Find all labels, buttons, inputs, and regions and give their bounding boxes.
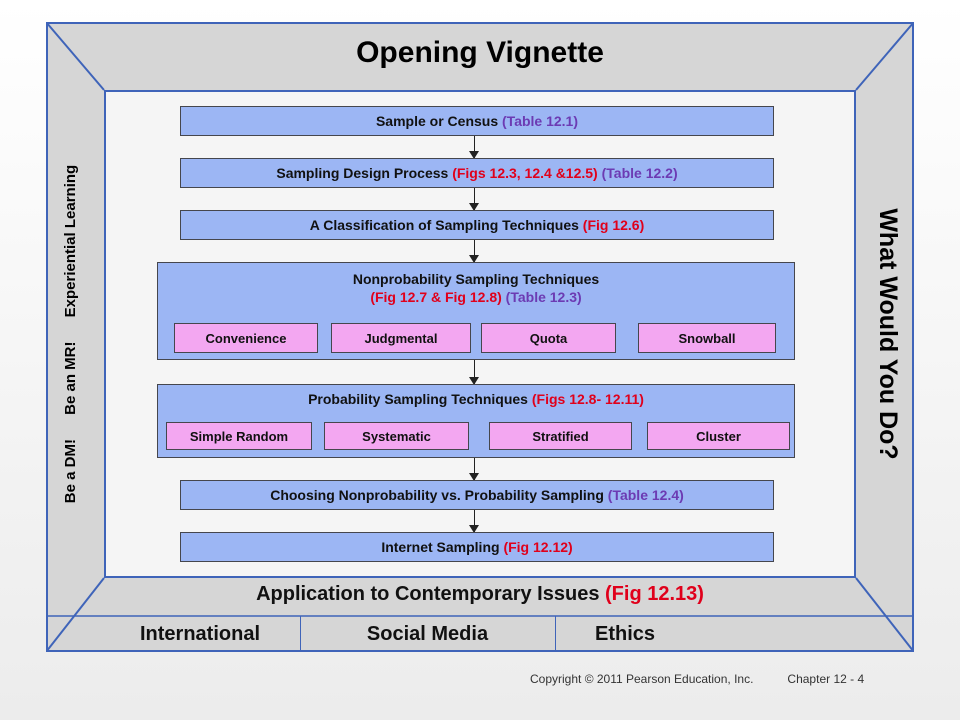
footer-copyright: Copyright © 2011 Pearson Education, Inc. bbox=[530, 672, 754, 686]
classification-ref: (Fig 12.6) bbox=[582, 217, 645, 233]
sample-or-census-box bbox=[180, 106, 774, 136]
arrow-2 bbox=[474, 188, 475, 210]
application-text: Application to Contemporary Issues bbox=[256, 583, 606, 605]
sample-or-census-ref: (Table 12.1) bbox=[502, 113, 579, 129]
choosing-ref: (Table 12.4) bbox=[607, 487, 684, 503]
bottom-topics bbox=[100, 616, 860, 652]
probability-ref: (Figs 12.8- 12.11) bbox=[531, 391, 644, 407]
probability-title: Probability Sampling Techniques bbox=[308, 391, 532, 407]
application-ref: (Fig 12.13) bbox=[605, 583, 704, 605]
bottom-divider-2 bbox=[555, 616, 556, 652]
internet-sampling-text: Internet Sampling bbox=[381, 539, 504, 555]
choosing-text: Choosing Nonprobability vs. Probability Sampling bbox=[270, 487, 608, 503]
left-side-labels bbox=[62, 114, 86, 554]
simple-random-box: Simple Random bbox=[166, 422, 312, 450]
nonprobability-table-ref: (Table 12.3) bbox=[501, 289, 582, 305]
arrow-5 bbox=[474, 458, 475, 480]
nonprobability-title: Nonprobability Sampling Techniques bbox=[352, 271, 600, 287]
cluster-box: Cluster bbox=[647, 422, 790, 450]
probability-box bbox=[157, 384, 795, 458]
right-side-label: What Would You Do? bbox=[874, 208, 902, 460]
arrow-3 bbox=[474, 240, 475, 262]
footer bbox=[530, 672, 864, 686]
choosing-box bbox=[180, 480, 774, 510]
sampling-design-table-ref: (Table 12.2) bbox=[597, 165, 678, 181]
snowball-box: Snowball bbox=[638, 323, 776, 353]
label-be-an-mr: Be an MR! bbox=[62, 341, 79, 415]
label-experiential-learning: Experiential Learning bbox=[62, 164, 79, 318]
convenience-box: Convenience bbox=[174, 323, 318, 353]
classification-text: A Classification of Sampling Techniques bbox=[309, 217, 583, 233]
application-heading bbox=[46, 583, 914, 606]
probability-title-line bbox=[158, 391, 794, 407]
page-title: Opening Vignette bbox=[356, 36, 604, 69]
internet-sampling-ref: (Fig 12.12) bbox=[503, 539, 573, 555]
topic-international: International bbox=[139, 622, 260, 645]
arrow-4 bbox=[474, 360, 475, 384]
bottom-divider-1 bbox=[300, 616, 301, 652]
topic-ethics: Ethics bbox=[594, 622, 656, 645]
arrow-1 bbox=[474, 136, 475, 158]
internet-sampling-box bbox=[180, 532, 774, 562]
topic-social-media: Social Media bbox=[366, 622, 489, 645]
stratified-box: Stratified bbox=[489, 422, 632, 450]
nonprobability-refs bbox=[158, 289, 794, 305]
quota-box: Quota bbox=[481, 323, 616, 353]
systematic-box: Systematic bbox=[324, 422, 469, 450]
sampling-design-process-box bbox=[180, 158, 774, 188]
nonprobability-box bbox=[157, 262, 795, 360]
sample-or-census-text: Sample or Census bbox=[375, 113, 503, 129]
classification-box bbox=[180, 210, 774, 240]
sampling-design-text: Sampling Design Process bbox=[276, 165, 453, 181]
arrow-6 bbox=[474, 510, 475, 532]
footer-chapter: Chapter 12 - 4 bbox=[787, 672, 865, 686]
judgmental-box: Judgmental bbox=[331, 323, 471, 353]
sampling-design-fig-ref: (Figs 12.3, 12.4 &12.5) bbox=[452, 165, 598, 181]
label-be-a-dm: Be a DM! bbox=[62, 439, 79, 504]
nonprobability-fig-ref: (Fig 12.7 & Fig 12.8) bbox=[370, 289, 502, 305]
